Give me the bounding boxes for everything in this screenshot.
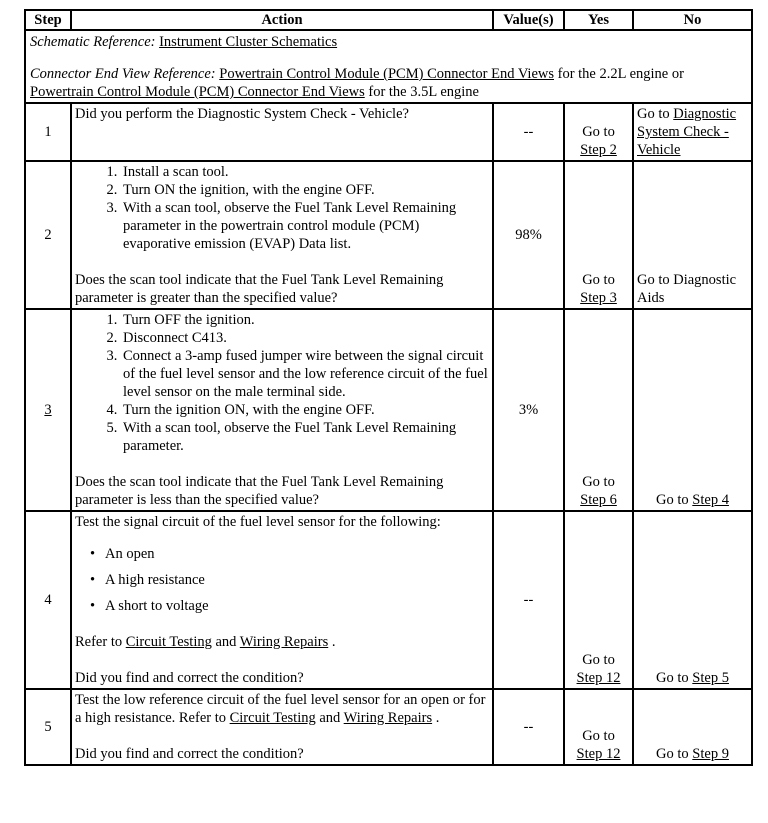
yes-cell (564, 161, 633, 309)
list-item: 1. Install a scan tool. (121, 163, 489, 181)
reference-cell (25, 30, 752, 103)
list-item: • A high resistance (105, 567, 489, 593)
table-row (25, 309, 752, 511)
header-no: No (633, 10, 752, 30)
list-item: 2. Turn ON the ignition, with the engine OFF. (121, 181, 489, 199)
list-item: 1. Turn OFF the ignition. (121, 311, 489, 329)
refer-text: Refer to (75, 634, 126, 650)
reference-row (25, 30, 752, 103)
yes-link[interactable]: Step 6 (580, 492, 617, 508)
instruction-list (75, 311, 489, 455)
action-intro: Test the low reference circuit of the fuel level sensor for an open or for a high resistance. Refer to (75, 692, 486, 726)
value-cell: 3% (493, 309, 564, 511)
yes-cell (564, 309, 633, 511)
refer-and: and (315, 710, 344, 726)
header-row (25, 10, 752, 30)
action-question: Did you perform the Diagnostic System Check - Vehicle? (71, 103, 493, 161)
yes-text: Go to (582, 652, 615, 668)
connector-mid: for the 2.2L engine or (554, 66, 684, 82)
table-row (25, 103, 752, 161)
table-row (25, 161, 752, 309)
yes-text: Go to (582, 124, 615, 140)
connector-end: for the 3.5L engine (364, 84, 479, 100)
yes-link[interactable]: Step 2 (580, 142, 617, 158)
yes-link[interactable]: Step 12 (576, 670, 621, 686)
header-action: Action (71, 10, 493, 30)
action-cell (71, 309, 493, 511)
no-text: Go to (656, 746, 693, 762)
yes-link[interactable]: Step 12 (576, 746, 621, 762)
connector-label: Connector End View Reference: (30, 66, 216, 82)
yes-text: Go to (582, 474, 615, 490)
bullet-list (75, 541, 489, 619)
instruction-list (75, 163, 489, 253)
no-cell: Go to Diagnostic Aids (633, 161, 752, 309)
step-number (25, 309, 71, 511)
circuit-testing-link[interactable]: Circuit Testing (125, 634, 212, 650)
yes-link[interactable]: Step 3 (580, 290, 617, 306)
connector-link-2[interactable]: Powertrain Control Module (PCM) Connector End Views (30, 84, 365, 100)
list-item: 2. Disconnect C413. (121, 329, 489, 347)
no-link[interactable]: Step 5 (692, 670, 729, 686)
value-cell: -- (493, 689, 564, 765)
action-question: Did you find and correct the condition? (75, 670, 304, 686)
header-values: Value(s) (493, 10, 564, 30)
value-cell: 98% (493, 161, 564, 309)
action-cell (71, 161, 493, 309)
refer-line (75, 633, 489, 651)
diagnostic-table (24, 9, 753, 766)
list-item: 3. With a scan tool, observe the Fuel Tank Level Remaining parameter in the powertrain control module (PCM) evaporative emission (EVAP) Data list. (121, 199, 489, 253)
no-link[interactable]: Step 4 (692, 492, 729, 508)
no-text: Go to (637, 106, 674, 122)
schematic-link[interactable]: Instrument Cluster Schematics (159, 34, 338, 50)
header-step: Step (25, 10, 71, 30)
action-cell (71, 511, 493, 689)
action-intro-block (75, 691, 489, 727)
yes-cell (564, 689, 633, 765)
no-link[interactable]: Diagnostic System Check - Vehicle (637, 106, 737, 158)
no-cell (633, 309, 752, 511)
step-number: 4 (25, 511, 71, 689)
no-text: Go to (656, 492, 693, 508)
step-number: 2 (25, 161, 71, 309)
list-item: 5. With a scan tool, observe the Fuel Tank Level Remaining parameter. (121, 419, 489, 455)
table-row (25, 689, 752, 765)
action-cell (71, 689, 493, 765)
no-cell (633, 511, 752, 689)
value-cell: -- (493, 511, 564, 689)
refer-and: and (211, 634, 240, 650)
list-item: • An open (105, 541, 489, 567)
action-question: Does the scan tool indicate that the Fuel Tank Level Remaining parameter is less than the specified value? (75, 474, 444, 508)
yes-text: Go to (582, 728, 615, 744)
list-item: 4. Turn the ignition ON, with the engine OFF. (121, 401, 489, 419)
value-cell: -- (493, 103, 564, 161)
wiring-repairs-link[interactable]: Wiring Repairs (239, 634, 329, 650)
no-cell (633, 689, 752, 765)
action-question: Did you find and correct the condition? (75, 746, 304, 762)
wiring-repairs-link[interactable]: Wiring Repairs (343, 710, 433, 726)
list-item: 3. Connect a 3-amp fused jumper wire between the signal circuit of the fuel level sensor and the low reference circuit of the fuel level sensor on the male terminal side. (121, 347, 489, 401)
table-row (25, 511, 752, 689)
step-number: 1 (25, 103, 71, 161)
no-link[interactable]: Step 9 (692, 746, 729, 762)
no-cell (633, 103, 752, 161)
yes-cell (564, 103, 633, 161)
circuit-testing-link[interactable]: Circuit Testing (229, 710, 316, 726)
refer-end: . (432, 710, 440, 726)
schematic-label: Schematic Reference: (30, 34, 156, 50)
step-number: 5 (25, 689, 71, 765)
list-item: • A short to voltage (105, 593, 489, 619)
step-link[interactable]: 3 (44, 402, 52, 418)
yes-text: Go to (582, 272, 615, 288)
action-intro: Test the signal circuit of the fuel level sensor for the following: (75, 514, 441, 530)
header-yes: Yes (564, 10, 633, 30)
no-text: Go to (656, 670, 693, 686)
refer-end: . (328, 634, 336, 650)
connector-link-1[interactable]: Powertrain Control Module (PCM) Connector End Views (219, 66, 554, 82)
action-question: Does the scan tool indicate that the Fuel Tank Level Remaining parameter is greater than the specified value? (75, 272, 444, 306)
yes-cell (564, 511, 633, 689)
